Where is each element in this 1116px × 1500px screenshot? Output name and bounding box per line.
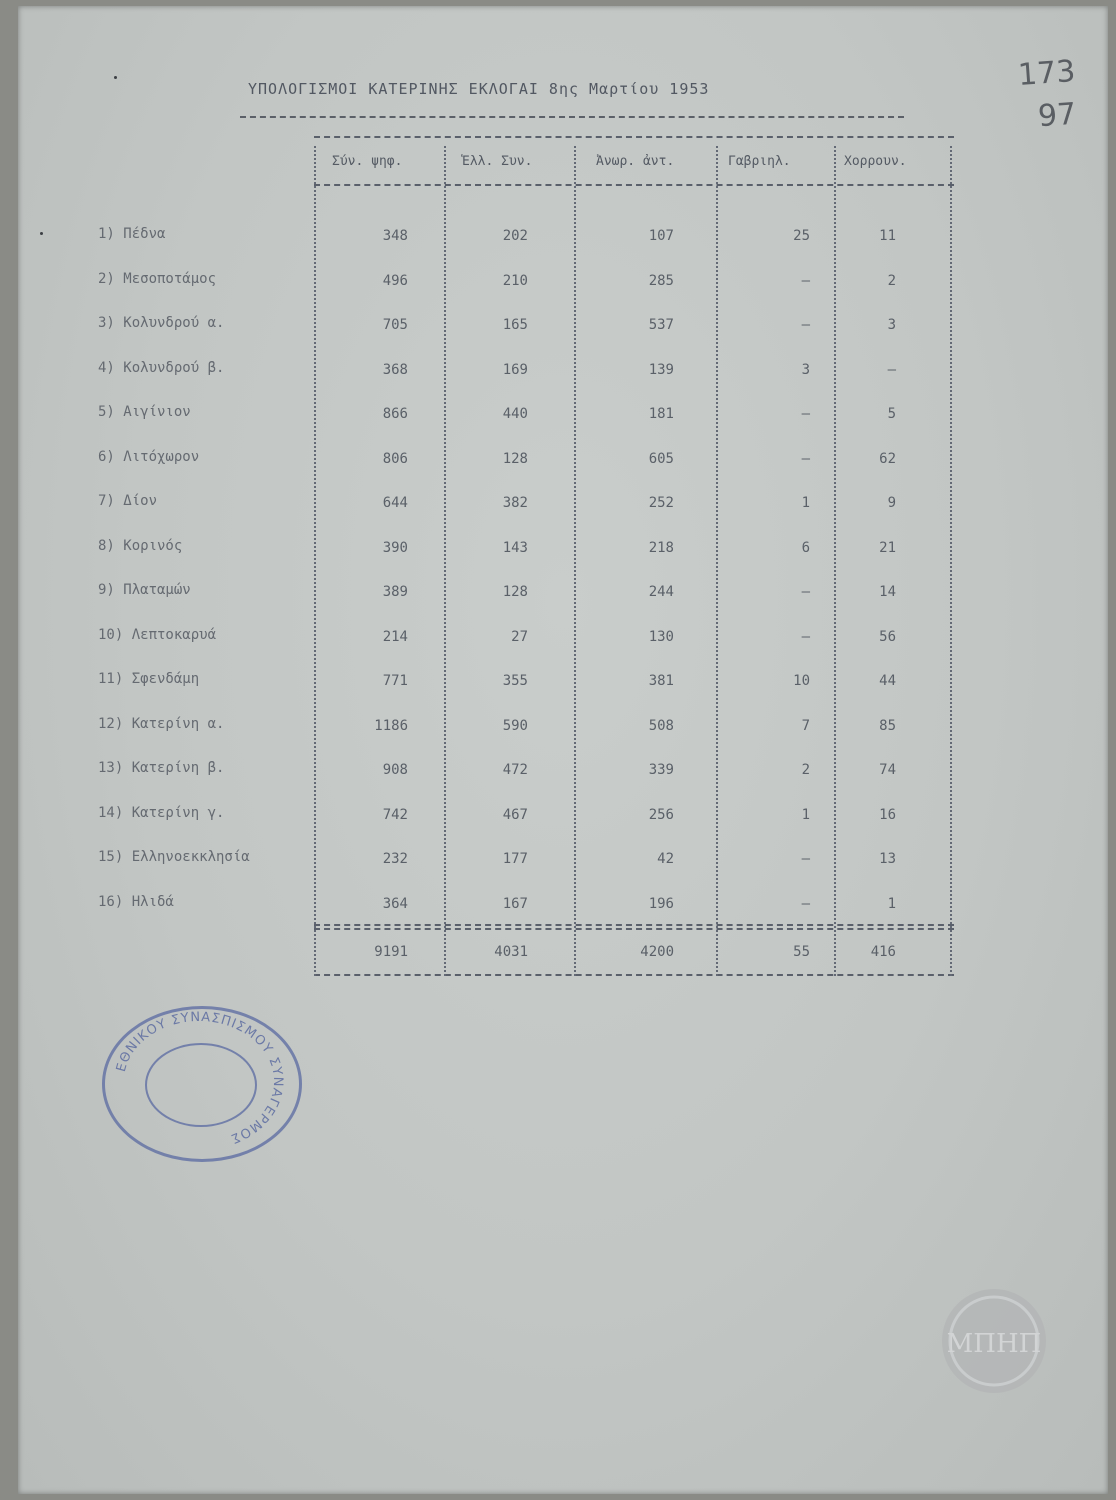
table-row [18, 216, 958, 260]
cell-anorthosis: 196 [648, 895, 674, 912]
col-header-anorthosis: Ἀνωρ. ἀντ. [596, 154, 675, 169]
cell-gavriil: – [801, 272, 810, 289]
cell-gavriil: 2 [801, 762, 810, 778]
table-row [18, 261, 958, 305]
svg-text:ΕΘΝΙΚΟΥ ΣΥΝΑΣΠΙΣΜΟΥ ΣΥΝΑΓΕΡΜΟΣ: ΕΘΝΙΚΟΥ ΣΥΝΑΣΠΙΣΜΟΥ ΣΥΝΑΓΕΡΜΟΣ [113, 1009, 286, 1147]
circular-stamp [102, 1006, 302, 1162]
total-total-votes: 9191 [374, 944, 408, 960]
total-anorthosis: 4200 [640, 944, 674, 960]
cell-hellenic-rally: 472 [502, 762, 528, 778]
ink-dot [114, 76, 117, 79]
row-place-name: 5) Αιγίνιον [98, 404, 191, 420]
cell-chorroun: 2 [887, 272, 896, 289]
cell-total-votes: 806 [382, 450, 408, 467]
cell-gavriil: 10 [793, 673, 810, 689]
cell-anorthosis: 339 [648, 762, 674, 778]
cell-gavriil: 25 [793, 228, 810, 244]
row-place-name: 14) Κατερίνη γ. [98, 804, 225, 821]
cell-anorthosis: 42 [657, 851, 674, 867]
cell-chorroun: 14 [879, 584, 896, 600]
cell-total-votes: 214 [382, 628, 408, 645]
total-hellenic-rally: 4031 [494, 944, 528, 960]
cell-total-votes: 232 [382, 851, 408, 867]
cell-chorroun: 1 [887, 895, 896, 912]
row-place-name: 3) Κολυνδρού α. [98, 315, 225, 331]
row-place-name: 2) Μεσοποτάμος [98, 270, 217, 287]
cell-gavriil: – [801, 628, 810, 645]
table-header-rule [314, 184, 954, 186]
col-header-chorroun: Χορρουν. [844, 154, 907, 169]
cell-chorroun: 74 [879, 762, 896, 778]
table-row [18, 572, 958, 616]
document-page [18, 6, 1108, 1494]
cell-anorthosis: 244 [648, 584, 674, 600]
row-place-name: 12) Κατερίνη α. [98, 715, 225, 732]
stamp-lettering [102, 1006, 296, 1156]
col-header-gavriil: Γαβριηλ. [728, 154, 791, 169]
cell-chorroun: 9 [887, 495, 896, 511]
table-row [18, 483, 958, 527]
cell-total-votes: 1186 [374, 717, 408, 734]
total-gavriil: 55 [793, 944, 810, 960]
cell-anorthosis: 218 [648, 539, 674, 556]
cell-gavriil: – [801, 317, 810, 333]
cell-chorroun: 3 [887, 317, 896, 333]
cell-anorthosis: 285 [648, 272, 674, 289]
cell-total-votes: 389 [382, 584, 408, 600]
cell-total-votes: 644 [382, 495, 408, 511]
cell-total-votes: 866 [382, 406, 408, 422]
row-place-name: 16) Ηλιδά [98, 893, 174, 910]
cell-total-votes: 368 [382, 361, 408, 378]
table-total-rule-2 [314, 928, 954, 930]
cell-hellenic-rally: 355 [502, 673, 528, 689]
cell-hellenic-rally: 440 [502, 406, 528, 422]
cell-anorthosis: 252 [648, 495, 674, 511]
cell-chorroun: 21 [879, 539, 896, 556]
cell-hellenic-rally: 382 [502, 495, 528, 511]
cell-anorthosis: 537 [648, 317, 674, 333]
cell-gavriil: – [801, 450, 810, 467]
cell-anorthosis: 130 [648, 628, 674, 645]
cell-chorroun: 44 [879, 673, 896, 689]
row-place-name: 6) Λιτόχωρον [98, 448, 200, 465]
cell-anorthosis: 508 [648, 717, 674, 734]
cell-gavriil: – [801, 406, 810, 422]
table-row [18, 528, 958, 572]
cell-hellenic-rally: 169 [502, 361, 528, 378]
archive-logo [938, 1286, 1050, 1396]
table-row [18, 439, 958, 483]
cell-chorroun: 62 [879, 450, 896, 467]
cell-total-votes: 771 [382, 673, 408, 689]
cell-hellenic-rally: 202 [502, 228, 528, 244]
cell-hellenic-rally: 128 [502, 450, 528, 467]
cell-hellenic-rally: 210 [502, 272, 528, 289]
table-row [18, 884, 958, 928]
cell-hellenic-rally: 177 [502, 851, 528, 867]
cell-anorthosis: 107 [648, 228, 674, 244]
cell-total-votes: 496 [382, 272, 408, 289]
cell-hellenic-rally: 143 [502, 539, 528, 556]
cell-anorthosis: 256 [648, 806, 674, 823]
row-place-name: 15) Ελληνοεκκλησία [98, 849, 250, 865]
cell-anorthosis: 605 [648, 450, 674, 467]
cell-hellenic-rally: 165 [502, 317, 528, 333]
cell-gavriil: 3 [801, 361, 810, 378]
cell-chorroun: 5 [887, 406, 896, 422]
cell-anorthosis: 139 [648, 361, 674, 378]
cell-total-votes: 348 [382, 228, 408, 244]
cell-hellenic-rally: 167 [502, 895, 528, 912]
cell-chorroun: – [887, 361, 896, 378]
cell-gavriil: – [801, 851, 810, 867]
table-row [18, 350, 958, 394]
cell-total-votes: 705 [382, 317, 408, 333]
cell-gavriil: 1 [801, 495, 810, 511]
col-header-hellenic-rally: Ἑλλ. Συν. [462, 154, 533, 169]
cell-hellenic-rally: 128 [502, 584, 528, 600]
row-place-name: 9) Πλαταμών [98, 582, 191, 598]
cell-hellenic-rally: 467 [502, 806, 528, 823]
row-place-name: 13) Κατερίνη β. [98, 760, 225, 776]
table-top-rule [314, 136, 954, 138]
cell-chorroun: 13 [879, 851, 896, 867]
table-row [18, 795, 958, 839]
row-place-name: 11) Σφενδάμη [98, 671, 200, 687]
table-row [18, 661, 958, 705]
cell-gavriil: 6 [801, 539, 810, 556]
cell-total-votes: 390 [382, 539, 408, 556]
cell-total-votes: 908 [382, 762, 408, 778]
row-place-name: 10) Λεπτοκαρυά [98, 626, 217, 643]
cell-gavriil: 7 [801, 717, 810, 734]
row-place-name: 8) Κορινός [98, 537, 183, 554]
table-row [18, 617, 958, 661]
cell-total-votes: 742 [382, 806, 408, 823]
table-row [18, 750, 958, 794]
table-row [18, 706, 958, 750]
table-row [18, 305, 958, 349]
cell-gavriil: – [801, 895, 810, 912]
cell-total-votes: 364 [382, 895, 408, 912]
table-row [18, 394, 958, 438]
cell-chorroun: 56 [879, 628, 896, 645]
table-row [18, 839, 958, 883]
row-place-name: 7) Δίον [98, 493, 158, 509]
totals-row [18, 944, 958, 988]
col-header-total-votes: Σύν. ψηφ. [332, 154, 403, 169]
total-chorroun: 416 [870, 944, 896, 960]
cell-chorroun: 16 [879, 806, 896, 823]
cell-chorroun: 11 [879, 228, 896, 244]
row-place-name: 1) Πέδνα [98, 226, 166, 242]
cell-hellenic-rally: 590 [502, 717, 528, 734]
title-underline [240, 116, 904, 118]
document-title: ΥΠΟΛΟΓΙΣΜΟΙ ΚΑΤΕΡΙΝΗΣ ΕΚΛΟΓΑΙ 8ης Μαρτίου 1953 [248, 80, 710, 98]
cell-hellenic-rally: 27 [511, 628, 528, 645]
cell-anorthosis: 381 [648, 673, 674, 689]
row-place-name: 4) Κολυνδρού β. [98, 359, 225, 376]
cell-anorthosis: 181 [648, 406, 674, 422]
cell-gavriil: – [801, 584, 810, 600]
cell-chorroun: 85 [879, 717, 896, 734]
cell-gavriil: 1 [801, 806, 810, 823]
handwritten-ref-top: 173 [1016, 54, 1077, 93]
handwritten-ref-bottom: 97 [1036, 96, 1078, 135]
svg-text:ΜΠΗΠ: ΜΠΗΠ [946, 1329, 1042, 1359]
